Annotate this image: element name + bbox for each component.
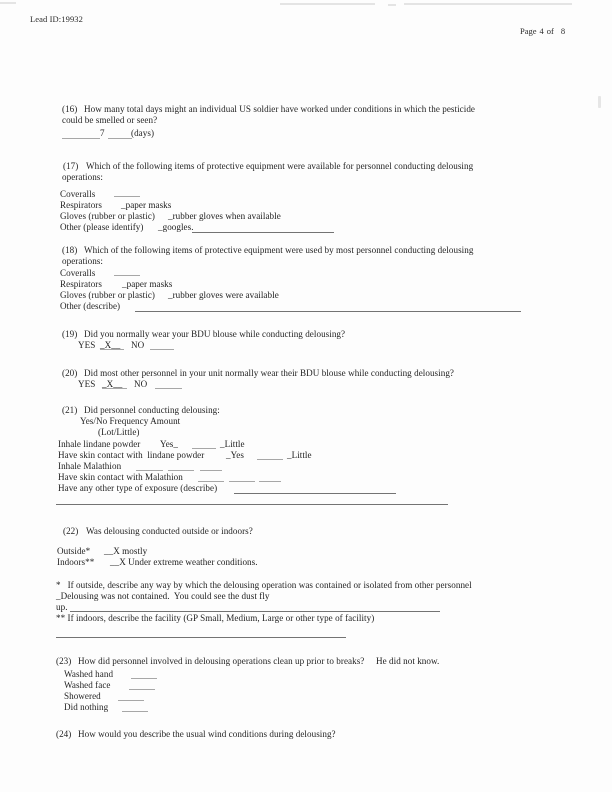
q21-number: (21) bbox=[62, 405, 78, 415]
page-label: Page bbox=[520, 26, 537, 36]
q17-item-3-blank bbox=[192, 232, 334, 233]
q19-yes-label: YES bbox=[78, 340, 96, 350]
q21-row-0-col1: Yes_ bbox=[160, 439, 178, 449]
q23-item-3-blank bbox=[122, 711, 148, 712]
q21-row-3-col2-blank bbox=[229, 481, 255, 482]
page-current: 4 bbox=[539, 26, 544, 36]
q22-footnote-2-blank bbox=[56, 637, 346, 638]
q21-column-header-line2: (Lot/Little) bbox=[98, 427, 140, 437]
page-total: 8 bbox=[560, 26, 566, 36]
q23-item-0-blank bbox=[131, 678, 157, 679]
q19-yes-blank bbox=[100, 349, 124, 350]
q16-text-line2: could be smelled or seen? bbox=[62, 115, 158, 125]
q17-text-line2: operations: bbox=[62, 172, 103, 182]
q17-item-0-blank bbox=[114, 196, 140, 197]
q21-row-4-blank-continued bbox=[56, 504, 448, 505]
q17-item-3-answer: _googles. bbox=[158, 222, 194, 232]
q19-text: Did you normally wear your BDU blouse while conducting delousing? bbox=[84, 329, 346, 339]
q21-row-1-col2-blank bbox=[257, 459, 283, 460]
q21-row-2-col1-blank bbox=[136, 470, 163, 471]
q22-footnote-2: ** If indoors, describe the facility (GP Small, Medium, Large or other type of facility) bbox=[56, 613, 375, 623]
q22-number: (22) bbox=[63, 526, 79, 536]
q21-row-4-label: Have any other type of exposure (describe) bbox=[58, 483, 218, 493]
q23-item-2-label: Showered bbox=[64, 691, 101, 701]
q18-item-3-blank bbox=[135, 311, 521, 312]
q23-number: (23) bbox=[56, 656, 72, 666]
lead-id-label: Lead ID: bbox=[30, 14, 62, 24]
q23-item-1-blank bbox=[129, 689, 155, 690]
q22-indoors-label: Indoors** bbox=[57, 557, 95, 567]
q17-item-3-label: Other (please identify) bbox=[60, 222, 144, 232]
q21-row-3-col1-blank bbox=[198, 481, 224, 482]
q20-number: (20) bbox=[62, 368, 78, 378]
q21-row-1-col3: _Little bbox=[287, 450, 312, 460]
lead-id-value: 19932 bbox=[61, 14, 83, 24]
q22-outside-answer: __X mostly bbox=[104, 546, 148, 556]
q23-annotation: He did not know. bbox=[376, 656, 440, 666]
q18-item-2-label: Gloves (rubber or plastic) bbox=[60, 290, 155, 300]
q22-footnote-1-blank bbox=[70, 611, 440, 612]
q21-row-4-blank bbox=[234, 493, 396, 494]
q21-row-0-col3: _Little bbox=[220, 439, 245, 449]
q16-answer-value: 7 bbox=[100, 128, 105, 138]
q21-row-2-label: Inhale Malathion bbox=[58, 461, 122, 471]
q17-text-line1: Which of the following items of protective equipment were available for personnel conducting delousing bbox=[86, 161, 474, 171]
q23-item-1-label: Washed face bbox=[64, 680, 111, 690]
page-of-label: of bbox=[546, 26, 554, 36]
q18-item-0-blank bbox=[114, 275, 140, 276]
q16-answer-blank-left bbox=[62, 138, 100, 139]
q20-yes-label: YES bbox=[78, 379, 96, 389]
q18-item-1-label: Respirators bbox=[60, 279, 102, 289]
q22-footnote-1: * If outside, describe any way by which the delousing operation was contained or isolated from other personnel bbox=[56, 580, 472, 590]
q21-column-header-line1: Yes/No Frequency Amount bbox=[80, 416, 181, 426]
q17-item-1-answer: _paper masks bbox=[121, 200, 172, 210]
q22-footnote-1-answer-line1: _Delousing was not contained. You could see the dust fly bbox=[56, 591, 270, 601]
q19-no-blank bbox=[150, 349, 174, 350]
q18-item-1-answer: _paper masks bbox=[122, 279, 173, 289]
q23-text: How did personnel involved in delousing operations clean up prior to breaks? bbox=[78, 656, 365, 666]
q21-text: Did personnel conducting delousing: bbox=[84, 405, 220, 415]
q22-indoors-answer: __X Under extreme weather conditions. bbox=[110, 557, 258, 567]
q16-answer-unit: (days) bbox=[131, 128, 155, 138]
q17-item-0-label: Coveralls bbox=[60, 189, 96, 199]
q22-text: Was delousing conducted outside or indoors? bbox=[86, 526, 253, 536]
q16-number-and-text-line1 bbox=[62, 104, 77, 115]
q21-row-2-col2-blank bbox=[168, 470, 194, 471]
q21-row-3-col3-blank bbox=[259, 481, 281, 482]
q20-yes-mark: _X__ bbox=[102, 379, 123, 389]
q22-footnote-1-answer-line2: up. bbox=[56, 602, 68, 612]
q17-item-1-label: Respirators bbox=[60, 200, 102, 210]
q21-row-3-label: Have skin contact with Malathion bbox=[58, 472, 183, 482]
q21-row-1-label: Have skin contact with lindane powder bbox=[58, 450, 205, 460]
q21-row-1-col1: _Yes bbox=[226, 450, 244, 460]
q20-yes-blank bbox=[102, 388, 127, 389]
q19-number: (19) bbox=[62, 329, 78, 339]
q24-number: (24) bbox=[56, 729, 72, 739]
q17-number: (17) bbox=[63, 161, 79, 171]
q18-number: (18) bbox=[62, 245, 78, 255]
q16-number: (16) bbox=[62, 104, 78, 114]
q18-item-3-label: Other (describe) bbox=[60, 301, 121, 311]
q21-row-0-col2-blank bbox=[192, 448, 216, 449]
q21-row-2-col3-blank bbox=[200, 470, 222, 471]
q18-text-line2: operations: bbox=[62, 256, 103, 266]
q18-item-2-answer: _rubber gloves were available bbox=[168, 290, 279, 300]
q21-row-0-label: Inhale lindane powder bbox=[58, 439, 141, 449]
q16-answer-blank-right bbox=[108, 138, 132, 139]
q22-outside-label: Outside* bbox=[57, 546, 91, 556]
q23-item-2-blank bbox=[118, 700, 144, 701]
q17-item-2-label: Gloves (rubber or plastic) bbox=[60, 211, 155, 221]
q18-text-line1: Which of the following items of protective equipment were used by most personnel conducting delousing bbox=[84, 245, 474, 255]
q20-text: Did most other personnel in your unit normally wear their BDU blouse while conducting delousing? bbox=[84, 368, 454, 378]
q20-no-blank bbox=[155, 388, 182, 389]
q19-no-label: NO bbox=[131, 340, 145, 350]
q17-item-2-answer: _rubber gloves when available bbox=[168, 211, 281, 221]
q23-item-0-label: Washed hand bbox=[64, 669, 114, 679]
q24-text: How would you describe the usual wind conditions during delousing? bbox=[78, 729, 336, 739]
q16-text-line1: How many total days might an individual US soldier have worked under conditions in which the pesticide bbox=[84, 104, 476, 114]
q23-item-3-label: Did nothing bbox=[64, 702, 109, 712]
q18-item-0-label: Coveralls bbox=[60, 268, 96, 278]
q19-yes-mark: _X__ bbox=[100, 340, 121, 350]
q20-no-label: NO bbox=[134, 379, 148, 389]
